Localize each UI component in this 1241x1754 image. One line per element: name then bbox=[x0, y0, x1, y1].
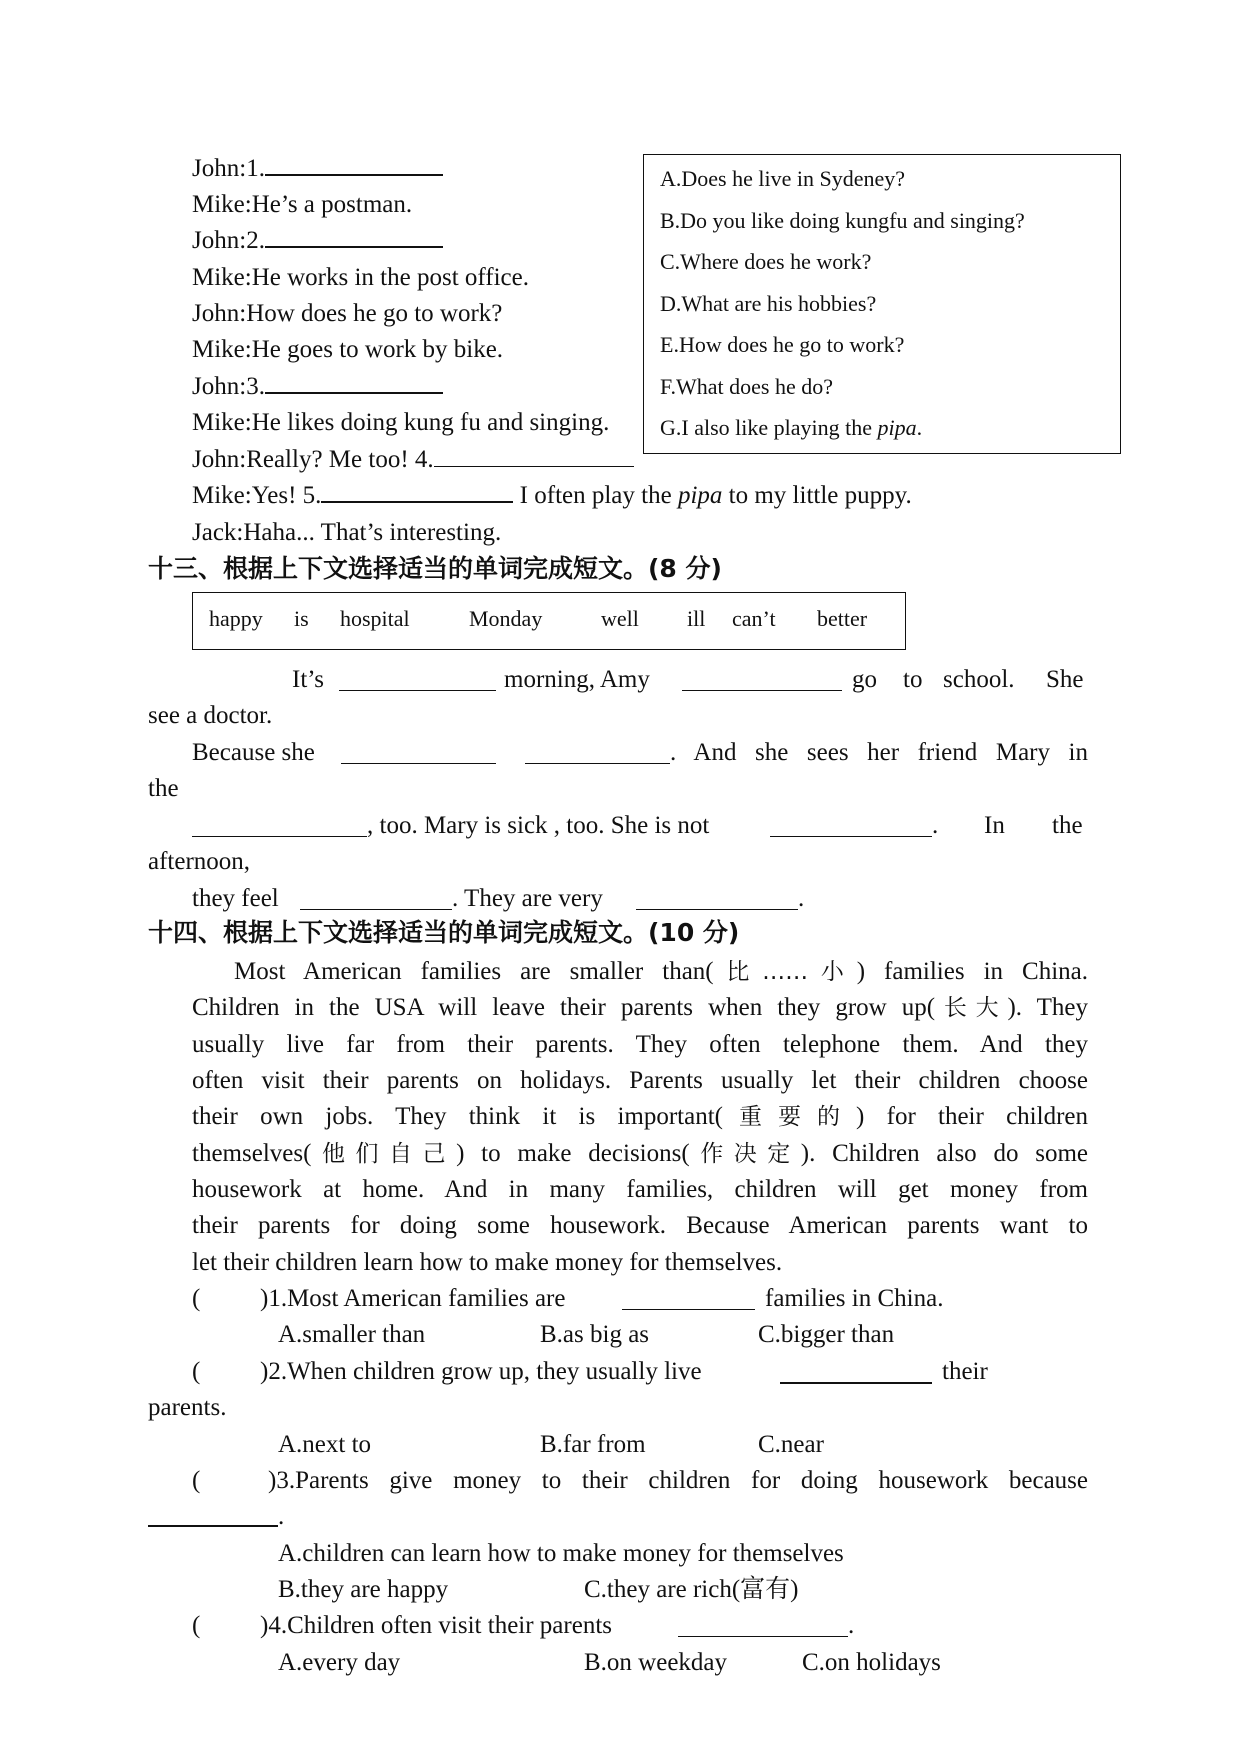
word-bank-item: Monday bbox=[469, 606, 543, 631]
option-g-text: G.I also like playing the bbox=[660, 415, 878, 440]
speaker: Mike: bbox=[192, 336, 252, 363]
passage-text: ) to make decisions( bbox=[456, 1140, 690, 1167]
dialogue-line bbox=[192, 190, 412, 220]
q1-option-c[interactable]: C.bigger than bbox=[758, 1321, 895, 1348]
line-text: Haha... That’s interesting. bbox=[243, 519, 502, 546]
line-text: He works in the post office. bbox=[251, 264, 529, 291]
question-4-text: )4.Children often visit their parents bbox=[260, 1612, 613, 1639]
answer-blank[interactable] bbox=[636, 908, 798, 910]
line-text: 3. bbox=[246, 373, 265, 400]
answer-blank[interactable] bbox=[265, 173, 443, 176]
answer-blank[interactable] bbox=[682, 689, 842, 691]
dialogue-line bbox=[192, 299, 502, 329]
dialogue-line bbox=[192, 226, 443, 256]
speaker: John: bbox=[192, 300, 247, 327]
answer-blank[interactable] bbox=[339, 689, 496, 691]
question-4-paren[interactable]: ( bbox=[192, 1612, 201, 1639]
dialogue-line bbox=[192, 518, 501, 548]
passage-line: often visit their parents on holidays. Parents usually let their children choose bbox=[192, 1067, 1088, 1094]
speaker: Mike: bbox=[192, 264, 252, 291]
speaker: John: bbox=[192, 227, 247, 254]
speaker: Jack: bbox=[192, 519, 244, 546]
line-text: He’s a postman. bbox=[251, 191, 413, 218]
passage-text: ) for their children bbox=[856, 1103, 1088, 1130]
option-a: A.Does he live in Sydeney? bbox=[660, 166, 905, 191]
dialogue-line bbox=[192, 481, 912, 511]
passage-text: ). They bbox=[1007, 994, 1089, 1021]
question-2-paren[interactable]: ( bbox=[192, 1358, 201, 1385]
answer-blank[interactable] bbox=[265, 245, 443, 248]
q3-option-c[interactable]: C.they are rich(富有) bbox=[584, 1576, 799, 1603]
q4-option-b[interactable]: B.on weekday bbox=[584, 1649, 728, 1676]
line-text: I often play the bbox=[513, 482, 678, 509]
passage-text: themselves( bbox=[192, 1140, 312, 1167]
passage-text: ) families in China. bbox=[856, 958, 1088, 985]
passage-text: . bbox=[932, 812, 939, 839]
word-bank-item: ill bbox=[687, 606, 706, 631]
question-1-end: families in China. bbox=[765, 1285, 944, 1312]
passage-line bbox=[192, 1139, 1088, 1169]
q1-option-b[interactable]: B.as big as bbox=[540, 1321, 650, 1348]
passage-line bbox=[192, 1102, 1088, 1132]
question-1-text: )1.Most American families are bbox=[260, 1285, 566, 1312]
italic-word: pipa bbox=[677, 482, 723, 509]
passage-text: She bbox=[1046, 666, 1084, 693]
passage-text: the bbox=[1052, 812, 1083, 839]
passage-text: Because she bbox=[192, 739, 315, 766]
passage-text: go bbox=[852, 666, 877, 693]
passage-text: to bbox=[903, 666, 923, 693]
question-2-text: )2.When children grow up, they usually live bbox=[260, 1358, 702, 1385]
dialogue-line bbox=[192, 263, 529, 293]
dialogue-line bbox=[192, 372, 443, 402]
passage-line: let their children learn how to make money for themselves. bbox=[192, 1249, 783, 1276]
word-bank-item: happy bbox=[209, 606, 263, 631]
passage-gloss: 他们自己 bbox=[311, 1141, 457, 1167]
answer-blank[interactable] bbox=[434, 465, 634, 467]
answer-blank[interactable] bbox=[341, 762, 496, 764]
speaker: Mike: bbox=[192, 482, 252, 509]
passage-text: see a doctor. bbox=[148, 702, 273, 729]
line-text: He likes doing kung fu and singing. bbox=[251, 409, 610, 436]
question-2-cont: parents. bbox=[148, 1394, 227, 1421]
dialogue-line bbox=[192, 445, 634, 475]
passage-text: morning, Amy bbox=[504, 666, 650, 693]
passage-gloss: 比……小 bbox=[713, 959, 857, 985]
passage-text: Most American families are smaller than( bbox=[234, 958, 714, 985]
passage-line: usually live far from their parents. They often telephone them. And they bbox=[192, 1031, 1088, 1058]
line-text: 1. bbox=[246, 155, 265, 182]
line-text: How does he go to work? bbox=[246, 300, 503, 327]
passage-text: . And she sees her friend Mary in bbox=[670, 739, 1088, 766]
passage-text: It’s bbox=[292, 666, 324, 693]
answer-blank[interactable] bbox=[780, 1381, 932, 1384]
speaker: John: bbox=[192, 373, 247, 400]
answer-blank[interactable] bbox=[525, 762, 670, 764]
answer-blank[interactable] bbox=[770, 835, 932, 837]
answer-blank[interactable] bbox=[148, 1524, 278, 1527]
passage-text: . bbox=[798, 885, 805, 912]
answer-blank[interactable] bbox=[192, 835, 367, 837]
question-3-text: )3.Parents give money to their children for doing housework because bbox=[268, 1467, 1088, 1494]
passage-text: In bbox=[984, 812, 1005, 839]
q4-option-c[interactable]: C.on holidays bbox=[802, 1649, 941, 1676]
dialogue-line bbox=[192, 408, 609, 438]
q3-option-b[interactable]: B.they are happy bbox=[278, 1576, 449, 1603]
word-bank-item: better bbox=[817, 606, 868, 631]
options-box bbox=[643, 154, 1121, 454]
option-e: E.How does he go to work? bbox=[660, 332, 905, 357]
line-text: 2. bbox=[246, 227, 265, 254]
passage-line: housework at home. And in many families, children will get money from bbox=[192, 1176, 1088, 1203]
answer-blank[interactable] bbox=[265, 391, 443, 394]
passage-gloss: 重要的 bbox=[723, 1104, 857, 1130]
dialogue-line bbox=[192, 154, 443, 184]
section-13-heading: 十三、根据上下文选择适当的单词完成短文。(8 分) bbox=[148, 554, 722, 583]
answer-blank[interactable] bbox=[300, 908, 452, 910]
passage-line: their parents for doing some housework. Because American parents want to bbox=[192, 1212, 1088, 1239]
option-f: F.What does he do? bbox=[660, 374, 833, 399]
question-3-paren[interactable]: ( bbox=[192, 1467, 201, 1494]
dialogue-line bbox=[192, 335, 503, 365]
speaker: Mike: bbox=[192, 409, 252, 436]
passage-text: they feel bbox=[192, 885, 279, 912]
section-14-heading: 十四、根据上下文选择适当的单词完成短文。(10 分) bbox=[148, 918, 740, 947]
word-bank-item: can’t bbox=[732, 606, 776, 631]
passage-text: , too. Mary is sick , too. She is not bbox=[367, 812, 710, 839]
speaker: John: bbox=[192, 155, 247, 182]
q4-option-a[interactable]: A.every day bbox=[278, 1649, 401, 1676]
passage-line bbox=[192, 993, 1088, 1023]
passage-text: . They are very bbox=[452, 885, 603, 912]
answer-blank[interactable] bbox=[321, 500, 513, 503]
q2-option-a[interactable]: A.next to bbox=[278, 1431, 372, 1458]
speaker: John: bbox=[192, 446, 247, 473]
answer-blank[interactable] bbox=[678, 1635, 848, 1637]
answer-blank[interactable] bbox=[622, 1308, 755, 1310]
question-3-cont: . bbox=[278, 1503, 285, 1530]
passage-gloss: 作决定 bbox=[689, 1141, 801, 1167]
option-b: B.Do you like doing kungfu and singing? bbox=[660, 208, 1025, 233]
q2-option-b[interactable]: B.far from bbox=[540, 1431, 646, 1458]
word-bank bbox=[192, 592, 906, 650]
word-bank-item: is bbox=[294, 606, 309, 631]
word-bank-item: well bbox=[601, 606, 639, 631]
option-g-end: . bbox=[916, 415, 923, 440]
q1-option-a[interactable]: A.smaller than bbox=[278, 1321, 426, 1348]
option-g bbox=[660, 414, 922, 442]
passage-text: the bbox=[148, 775, 179, 802]
line-text: Yes! 5. bbox=[251, 482, 322, 509]
word-bank-item: hospital bbox=[340, 606, 410, 631]
passage-gloss: 长大 bbox=[935, 995, 1008, 1021]
question-2-end: their bbox=[942, 1358, 988, 1385]
option-d: D.What are his hobbies? bbox=[660, 291, 877, 316]
q3-option-a[interactable]: A.children can learn how to make money for themselves bbox=[278, 1540, 844, 1567]
question-4-end: . bbox=[848, 1612, 855, 1639]
passage-text: ). Children also do some bbox=[800, 1140, 1088, 1167]
passage-text: Children in the USA will leave their parents when they grow up( bbox=[192, 994, 936, 1021]
passage-text: their own jobs. They think it is important( bbox=[192, 1103, 723, 1130]
speaker: Mike: bbox=[192, 191, 252, 218]
passage-text: afternoon, bbox=[148, 848, 251, 875]
line-text: Really? Me too! 4. bbox=[246, 446, 434, 473]
line-text: He goes to work by bike. bbox=[251, 336, 504, 363]
question-1-paren[interactable]: ( bbox=[192, 1285, 201, 1312]
option-c: C.Where does he work? bbox=[660, 249, 872, 274]
q2-option-c[interactable]: C.near bbox=[758, 1431, 824, 1458]
line-text: to my little puppy. bbox=[722, 482, 912, 509]
passage-line bbox=[234, 957, 1088, 987]
italic-word: pipa bbox=[877, 415, 917, 440]
passage-text: school. bbox=[943, 666, 1015, 693]
